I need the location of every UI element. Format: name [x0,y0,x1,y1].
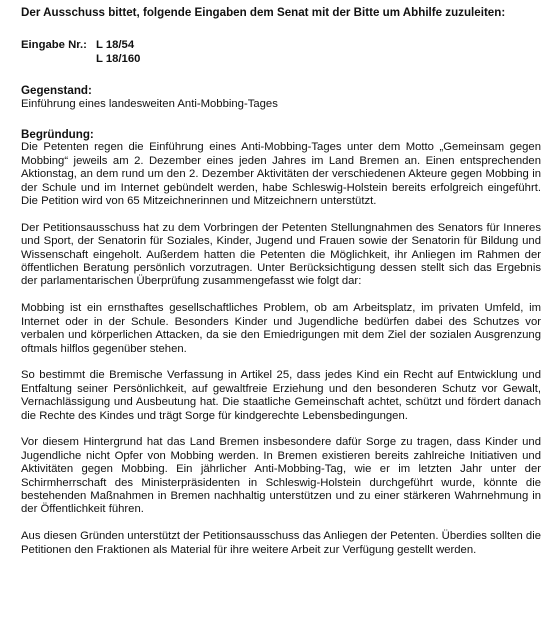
eingabe-block [21,39,541,66]
begruendung-paragraph: Die Petenten regen die Einführung eines Anti-Mobbing-Tages unter dem Motto „Gemeinsam gegen Mobbing“ jeweils am 2. Dezember eines jeden Jahres im Land Bremen an. Einen entsprechenden Aktionstag, an dem rund um den 2. Dezember Aktivitäten der verschiedenen Akteure gegen Mobbing in der Schule und im Internet gebündelt werden, habe Schleswig-Holstein bereits erfolgreich eingeführt. Die Petition wird von 65 Mitzeichnerinnen und Mitzeichnern unterstützt. [21,141,541,208]
begruendung-paragraph: So bestimmt die Bremische Verfassung in Artikel 25, dass jedes Kind ein Recht auf Entwicklung und Entfaltung seiner Persönlichkeit, auf gewaltfreie Erziehung und den besonderen Schutz vor Gewalt, Vernachlässigung und Ausbeutung hat. Die staatliche Gemeinschaft achtet, schützt und fördert danach die Rechte des Kindes und trägt Sorge für kindgerechte Lebensbedingungen. [21,369,541,422]
begruendung-paragraph: Mobbing ist ein ernsthaftes gesellschaftliches Problem, ob am Arbeitsplatz, im privaten Umfeld, im Internet oder in der Schule. Besonders Kinder und Jugendliche bedürfen dabei des Schutzes vor verbalen und körperlichen Attacken, da sie den Emiedrigungen mit dem Ziel der sozialen Ausgrenzung oftmals hilflos gegenüber stehen. [21,302,541,355]
eingabe-label: Eingabe Nr.: [21,39,87,52]
begruendung-paragraph: Der Petitionsausschuss hat zu dem Vorbringen der Petenten Stellungnahmen des Senators für Inneres und Sport, der Senatorin für Soziales, Kinder, Jugend und Frauen sowie der Senatorin für Bildung und Wissenschaft eingeholt. Außerdem hatten die Petenten die Möglichkeit, ihr Anliegen im Rahmen der öffentlichen Beratung persönlich vorzutragen. Unter Berücksichtigung dessen stellt sich das Ergebnis der parlamentarischen Überprüfung zusammengefasst wie folgt dar: [21,221,541,288]
begruendung-paragraph: Aus diesen Gründen unterstützt der Petitionsausschuss das Anliegen der Petenten. Überdies sollten die Petitionen den Fraktionen als Material für ihre weitere Arbeit zur Verfügung gestellt werden. [21,530,541,556]
eingabe-number: L 18/160 [96,52,141,65]
begruendung-heading: Begründung: [21,128,94,142]
intro-text: Der Ausschuss bittet, folgende Eingaben dem Senat mit der Bitte um Abhilfe zuzuleiten: [21,6,506,19]
eingabe-numbers [96,39,140,66]
begruendung-section [21,128,541,557]
gegenstand-text: Einführung eines landesweiten Anti-Mobbing-Tages [21,97,278,110]
begruendung-paragraph: Vor diesem Hintergrund hat das Land Bremen insbesondere dafür Sorge zu tragen, dass Kinder und Jugendliche nicht Opfer von Mobbing werden. In Bremen existieren bereits zahlreiche Initiativen und Aktivitäten gegen Mobbing. Ein jährlicher Anti-Mobbing-Tag, wie er im letzten Jahr unter der Schirmherrschaft des Ministerpräsidenten in Schleswig-Holstein durchgeführt wurde, könnte die bestehenden Maßnahmen in Bremen nachhaltig unterstützen und zu einer stärkeren Wahrnehmung in der Öffentlichkeit führen. [21,436,541,516]
eingabe-number: L 18/54 [96,39,135,52]
gegenstand-section [21,84,541,111]
gegenstand-heading: Gegenstand: [21,84,92,98]
document-page [21,6,541,570]
